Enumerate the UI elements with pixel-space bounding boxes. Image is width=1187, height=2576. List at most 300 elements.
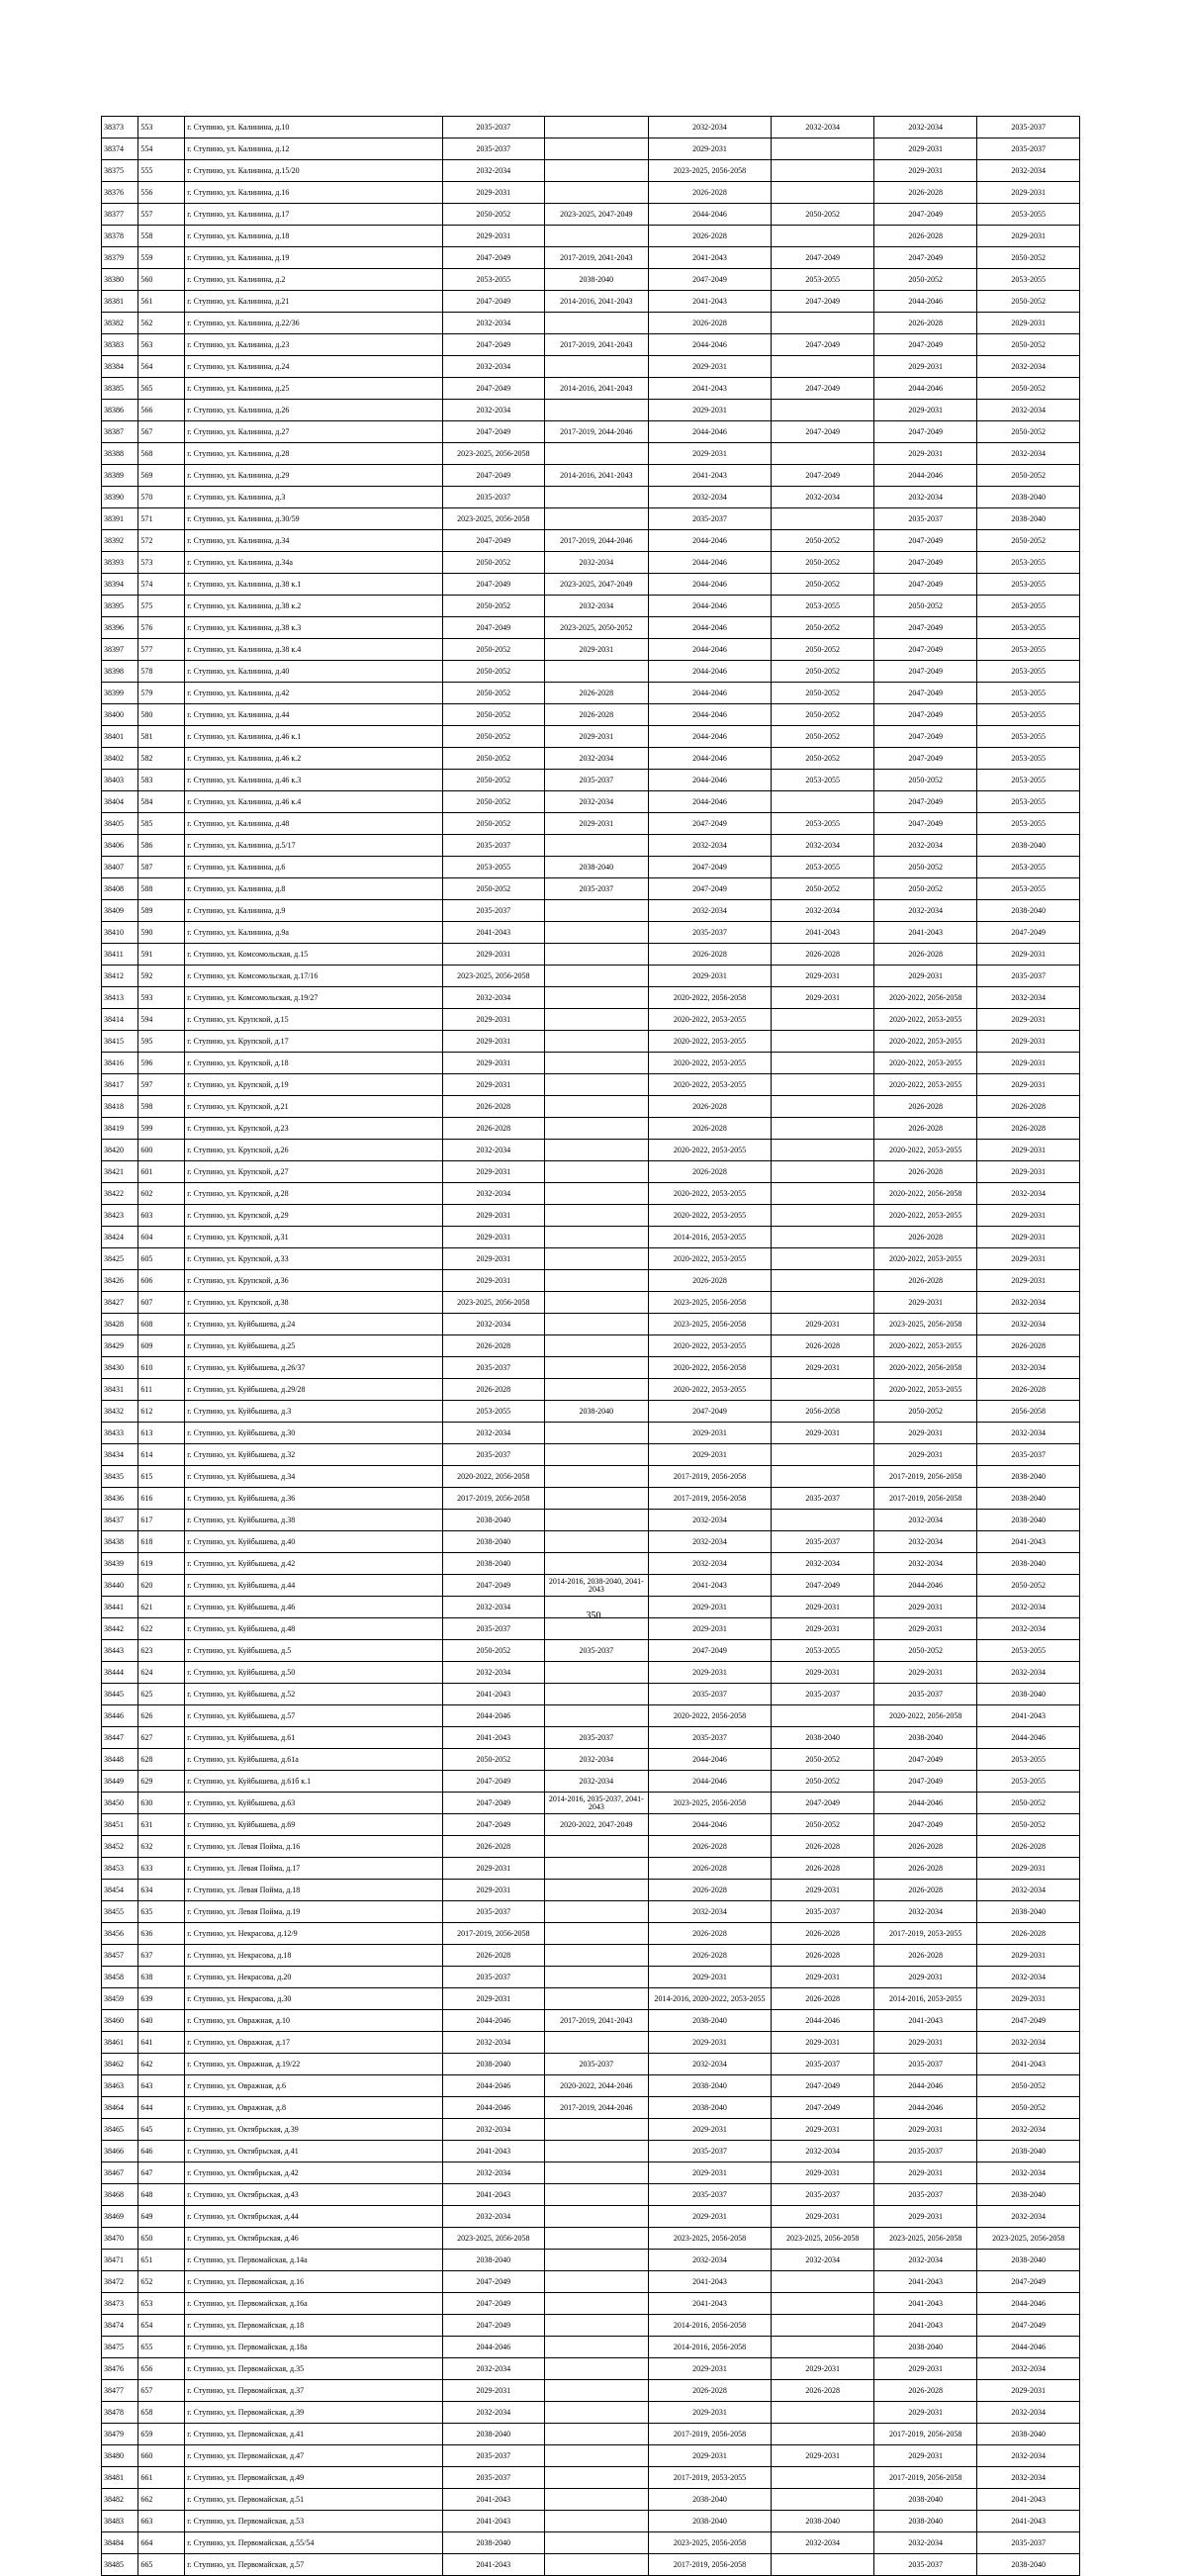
period-cell-1: 2035-2037 (442, 138, 544, 160)
table-row (102, 204, 1080, 226)
period-cell-3: 2044-2046 (648, 334, 772, 356)
period-cell-5: 2047-2049 (873, 1749, 977, 1771)
address-cell: г. Ступино, ул. Калинина, д.10 (185, 117, 442, 138)
period-cell-5: 2020-2022, 2053-2055 (873, 1074, 977, 1096)
period-cell-2 (545, 1466, 649, 1488)
period-cell-2 (545, 2337, 649, 2358)
table-row (102, 1401, 1080, 1423)
period-cell-4: 2029-2031 (772, 2119, 873, 2141)
period-cell-6: 2050-2052 (977, 421, 1080, 443)
period-cell-4: 2026-2028 (772, 1858, 873, 1880)
period-cell-2 (545, 2228, 649, 2250)
table-row (102, 313, 1080, 334)
period-cell-2: 2014-2016, 2041-2043 (545, 378, 649, 400)
period-cell-6: 2053-2055 (977, 596, 1080, 617)
period-cell-5: 2038-2040 (873, 1727, 977, 1749)
item-number-cell: 570 (138, 487, 185, 508)
period-cell-2 (545, 1183, 649, 1205)
row-id-cell: 38438 (102, 1531, 138, 1553)
period-cell-6: 2047-2049 (977, 2271, 1080, 2293)
address-cell: г. Ступино, ул. Калинина, д.6 (185, 857, 442, 878)
period-cell-1: 2047-2049 (442, 2293, 544, 2315)
row-id-cell: 38448 (102, 1749, 138, 1771)
address-cell: г. Ступино, ул. Калинина, д.44 (185, 704, 442, 726)
item-number-cell: 555 (138, 160, 185, 182)
period-cell-5: 2029-2031 (873, 138, 977, 160)
period-cell-5: 2026-2028 (873, 1945, 977, 1967)
period-cell-1: 2038-2040 (442, 1510, 544, 1531)
period-cell-4: 2050-2052 (772, 639, 873, 661)
item-number-cell: 636 (138, 1923, 185, 1945)
address-cell: г. Ступино, ул. Октябрьская, д.41 (185, 2141, 442, 2162)
period-cell-4 (772, 160, 873, 182)
period-cell-1: 2035-2037 (442, 117, 544, 138)
address-cell: г. Ступино, ул. Калинина, д.46 к.4 (185, 791, 442, 813)
period-cell-5: 2029-2031 (873, 2445, 977, 2467)
table-row (102, 1335, 1080, 1357)
period-cell-6: 2029-2031 (977, 1270, 1080, 1292)
row-id-cell: 38441 (102, 1597, 138, 1618)
period-cell-1: 2044-2046 (442, 2075, 544, 2097)
item-number-cell: 660 (138, 2445, 185, 2467)
period-cell-3: 2044-2046 (648, 1814, 772, 1836)
row-id-cell: 38380 (102, 269, 138, 291)
period-cell-6: 2038-2040 (977, 1553, 1080, 1575)
period-cell-4: 2047-2049 (772, 1793, 873, 1814)
period-cell-6: 2053-2055 (977, 1771, 1080, 1793)
period-cell-5: 2035-2037 (873, 508, 977, 530)
period-cell-3: 2029-2031 (648, 356, 772, 378)
period-cell-5: 2023-2025, 2056-2058 (873, 1314, 977, 1335)
address-cell: г. Ступино, ул. Крупской, д.15 (185, 1009, 442, 1031)
period-cell-3: 2023-2025, 2056-2058 (648, 2228, 772, 2250)
period-cell-3: 2020-2022, 2053-2055 (648, 1140, 772, 1161)
table-row (102, 791, 1080, 813)
address-cell: г. Ступино, ул. Некрасова, д.12/9 (185, 1923, 442, 1945)
table-row (102, 900, 1080, 922)
period-cell-3: 2047-2049 (648, 269, 772, 291)
period-cell-5: 2014-2016, 2053-2055 (873, 1988, 977, 2010)
item-number-cell: 600 (138, 1140, 185, 1161)
address-cell: г. Ступино, ул. Калинина, д.40 (185, 661, 442, 683)
period-cell-3: 2026-2028 (648, 2380, 772, 2402)
period-cell-1: 2047-2049 (442, 2271, 544, 2293)
period-cell-3: 2041-2043 (648, 378, 772, 400)
row-id-cell: 38411 (102, 944, 138, 966)
period-cell-4: 2029-2031 (772, 1597, 873, 1618)
period-cell-2 (545, 2250, 649, 2271)
period-cell-4 (772, 2424, 873, 2445)
address-cell: г. Ступино, ул. Калинина, д.5/17 (185, 835, 442, 857)
period-cell-5: 2044-2046 (873, 1575, 977, 1597)
period-cell-2 (545, 1357, 649, 1379)
period-cell-4: 2032-2034 (772, 2250, 873, 2271)
table-row (102, 878, 1080, 900)
table-row (102, 2467, 1080, 2489)
row-id-cell: 38437 (102, 1510, 138, 1531)
item-number-cell: 627 (138, 1727, 185, 1749)
period-cell-6: 2038-2040 (977, 835, 1080, 857)
period-cell-1: 2032-2034 (442, 2162, 544, 2184)
address-cell: г. Ступино, ул. Первомайская, д.41 (185, 2424, 442, 2445)
period-cell-1: 2029-2031 (442, 226, 544, 247)
period-cell-1: 2050-2052 (442, 1640, 544, 1662)
item-number-cell: 646 (138, 2141, 185, 2162)
period-cell-1: 2047-2049 (442, 617, 544, 639)
period-cell-2 (545, 182, 649, 204)
period-cell-3: 2041-2043 (648, 1575, 772, 1597)
period-cell-5: 2020-2022, 2053-2055 (873, 1335, 977, 1357)
item-number-cell: 625 (138, 1684, 185, 1705)
table-row (102, 291, 1080, 313)
period-cell-4 (772, 2315, 873, 2337)
period-cell-4 (772, 226, 873, 247)
period-cell-1: 2047-2049 (442, 1771, 544, 1793)
row-id-cell: 38444 (102, 1662, 138, 1684)
period-cell-3: 2041-2043 (648, 291, 772, 313)
period-cell-5: 2026-2028 (873, 1118, 977, 1140)
page-number: 350 (586, 1610, 601, 1621)
period-cell-4 (772, 1705, 873, 1727)
period-cell-2 (545, 2532, 649, 2554)
item-number-cell: 615 (138, 1466, 185, 1488)
period-cell-3: 2044-2046 (648, 770, 772, 791)
period-cell-5: 2029-2031 (873, 400, 977, 421)
period-cell-4: 2029-2031 (772, 966, 873, 987)
period-cell-2 (545, 1118, 649, 1140)
period-cell-5: 2029-2031 (873, 2402, 977, 2424)
period-cell-6: 2053-2055 (977, 204, 1080, 226)
period-cell-5: 2026-2028 (873, 313, 977, 334)
period-cell-1: 2032-2034 (442, 987, 544, 1009)
address-cell: г. Ступино, ул. Калинина, д.17 (185, 204, 442, 226)
period-cell-1: 2032-2034 (442, 160, 544, 182)
table-row (102, 552, 1080, 574)
period-cell-5: 2047-2049 (873, 704, 977, 726)
table-row (102, 1227, 1080, 1248)
item-number-cell: 584 (138, 791, 185, 813)
address-cell: г. Ступино, ул. Куйбышева, д.36 (185, 1488, 442, 1510)
table-row (102, 835, 1080, 857)
period-cell-5: 2047-2049 (873, 813, 977, 835)
period-cell-3: 2044-2046 (648, 791, 772, 813)
period-cell-1: 2029-2031 (442, 182, 544, 204)
period-cell-2 (545, 443, 649, 465)
table-row (102, 857, 1080, 878)
period-cell-4: 2026-2028 (772, 1945, 873, 1967)
address-cell: г. Ступино, ул. Октябрьская, д.39 (185, 2119, 442, 2141)
row-id-cell: 38446 (102, 1705, 138, 1727)
period-cell-1: 2050-2052 (442, 748, 544, 770)
period-cell-4: 2029-2031 (772, 987, 873, 1009)
period-cell-1: 2032-2034 (442, 2119, 544, 2141)
address-cell: г. Ступино, ул. Калинина, д.8 (185, 878, 442, 900)
table-row (102, 226, 1080, 247)
period-cell-5: 2032-2034 (873, 117, 977, 138)
period-cell-5: 2020-2022, 2053-2055 (873, 1379, 977, 1401)
period-cell-4 (772, 1183, 873, 1205)
period-cell-3: 2020-2022, 2053-2055 (648, 1009, 772, 1031)
period-cell-5: 2047-2049 (873, 334, 977, 356)
address-cell: г. Ступино, ул. Калинина, д.26 (185, 400, 442, 421)
row-id-cell: 38474 (102, 2315, 138, 2337)
period-cell-3: 2035-2037 (648, 508, 772, 530)
table-row (102, 1771, 1080, 1793)
period-cell-4: 2029-2031 (772, 1357, 873, 1379)
period-cell-3: 2017-2019, 2056-2058 (648, 2424, 772, 2445)
period-cell-5: 2041-2043 (873, 2315, 977, 2337)
row-id-cell: 38387 (102, 421, 138, 443)
period-cell-2 (545, 987, 649, 1009)
item-number-cell: 565 (138, 378, 185, 400)
period-cell-6: 2053-2055 (977, 574, 1080, 596)
item-number-cell: 664 (138, 2532, 185, 2554)
period-cell-5: 2029-2031 (873, 1444, 977, 1466)
period-cell-6: 2041-2043 (977, 2054, 1080, 2075)
period-cell-6: 2026-2028 (977, 1836, 1080, 1858)
period-cell-5: 2020-2022, 2053-2055 (873, 1140, 977, 1161)
period-cell-3: 2023-2025, 2056-2058 (648, 1314, 772, 1335)
period-cell-5: 2047-2049 (873, 748, 977, 770)
address-cell: г. Ступино, ул. Левая Пойма, д.16 (185, 1836, 442, 1858)
item-number-cell: 580 (138, 704, 185, 726)
table-row (102, 1923, 1080, 1945)
period-cell-6: 2038-2040 (977, 2424, 1080, 2445)
item-number-cell: 553 (138, 117, 185, 138)
address-cell: г. Ступино, ул. Калинина, д.46 к.1 (185, 726, 442, 748)
row-id-cell: 38422 (102, 1183, 138, 1205)
period-cell-5: 2032-2034 (873, 900, 977, 922)
period-cell-6: 2032-2034 (977, 987, 1080, 1009)
row-id-cell: 38477 (102, 2380, 138, 2402)
period-cell-4: 2050-2052 (772, 1749, 873, 1771)
period-cell-1: 2032-2034 (442, 2402, 544, 2424)
period-cell-1: 2035-2037 (442, 1901, 544, 1923)
period-cell-3: 2014-2016, 2020-2022, 2053-2055 (648, 1988, 772, 2010)
period-cell-6: 2032-2034 (977, 443, 1080, 465)
period-cell-1: 2041-2043 (442, 922, 544, 944)
period-cell-2 (545, 1205, 649, 1227)
period-cell-2 (545, 1009, 649, 1031)
period-cell-6: 2053-2055 (977, 617, 1080, 639)
address-cell: г. Ступино, ул. Калинина, д.48 (185, 813, 442, 835)
period-cell-2 (545, 922, 649, 944)
period-cell-6: 2050-2052 (977, 334, 1080, 356)
address-cell: г. Ступино, ул. Первомайская, д.51 (185, 2489, 442, 2511)
row-id-cell: 38484 (102, 2532, 138, 2554)
row-id-cell: 38412 (102, 966, 138, 987)
period-cell-3: 2029-2031 (648, 2119, 772, 2141)
table-row (102, 1466, 1080, 1488)
period-cell-6: 2032-2034 (977, 1183, 1080, 1205)
table-row (102, 1379, 1080, 1401)
row-id-cell: 38468 (102, 2184, 138, 2206)
item-number-cell: 631 (138, 1814, 185, 1836)
row-id-cell: 38395 (102, 596, 138, 617)
item-number-cell: 643 (138, 2075, 185, 2097)
period-cell-1: 2050-2052 (442, 878, 544, 900)
period-cell-2: 2026-2028 (545, 704, 649, 726)
period-cell-2 (545, 2184, 649, 2206)
address-cell: г. Ступино, ул. Калинина, д.27 (185, 421, 442, 443)
row-id-cell: 38382 (102, 313, 138, 334)
table-row (102, 2250, 1080, 2271)
period-cell-2: 2032-2034 (545, 1771, 649, 1793)
period-cell-1: 2032-2034 (442, 2032, 544, 2054)
item-number-cell: 568 (138, 443, 185, 465)
table-row (102, 596, 1080, 617)
period-cell-6: 2029-2031 (977, 313, 1080, 334)
period-cell-2 (545, 1270, 649, 1292)
period-cell-5: 2026-2028 (873, 1858, 977, 1880)
address-cell: г. Ступино, ул. Калинина, д.22/36 (185, 313, 442, 334)
period-cell-6: 2032-2034 (977, 356, 1080, 378)
table-row (102, 726, 1080, 748)
period-cell-5: 2038-2040 (873, 2337, 977, 2358)
row-id-cell: 38425 (102, 1248, 138, 1270)
period-cell-4: 2029-2031 (772, 1662, 873, 1684)
period-cell-2 (545, 1488, 649, 1510)
item-number-cell: 582 (138, 748, 185, 770)
period-cell-1: 2026-2028 (442, 1118, 544, 1140)
period-cell-5: 2041-2043 (873, 2271, 977, 2293)
period-cell-4: 2050-2052 (772, 878, 873, 900)
period-cell-4 (772, 1161, 873, 1183)
period-cell-2 (545, 2511, 649, 2532)
period-cell-2 (545, 1227, 649, 1248)
period-cell-6: 2038-2040 (977, 1466, 1080, 1488)
address-cell: г. Ступино, ул. Первомайская, д.37 (185, 2380, 442, 2402)
table-row (102, 1140, 1080, 1161)
period-cell-4: 2050-2052 (772, 574, 873, 596)
period-cell-5: 2044-2046 (873, 2097, 977, 2119)
period-cell-3: 2032-2034 (648, 835, 772, 857)
period-cell-3: 2029-2031 (648, 1597, 772, 1618)
period-cell-4 (772, 1053, 873, 1074)
period-cell-2 (545, 508, 649, 530)
row-id-cell: 38483 (102, 2511, 138, 2532)
period-cell-2 (545, 2402, 649, 2424)
period-cell-6: 2035-2037 (977, 2532, 1080, 2554)
period-cell-5: 2050-2052 (873, 596, 977, 617)
period-cell-6: 2032-2034 (977, 1423, 1080, 1444)
period-cell-4: 2050-2052 (772, 530, 873, 552)
item-number-cell: 591 (138, 944, 185, 966)
period-cell-1: 2050-2052 (442, 726, 544, 748)
period-cell-1: 2029-2031 (442, 944, 544, 966)
period-cell-4 (772, 1009, 873, 1031)
period-cell-5: 2023-2025, 2056-2058 (873, 2228, 977, 2250)
row-id-cell: 38379 (102, 247, 138, 269)
row-id-cell: 38434 (102, 1444, 138, 1466)
period-cell-5: 2032-2034 (873, 1901, 977, 1923)
address-cell: г. Ступино, ул. Куйбышева, д.44 (185, 1575, 442, 1597)
period-cell-5: 2050-2052 (873, 857, 977, 878)
item-number-cell: 642 (138, 2054, 185, 2075)
row-id-cell: 38447 (102, 1727, 138, 1749)
period-cell-3: 2020-2022, 2056-2058 (648, 1705, 772, 1727)
period-cell-2 (545, 2032, 649, 2054)
item-number-cell: 595 (138, 1031, 185, 1053)
period-cell-3: 2044-2046 (648, 748, 772, 770)
period-cell-5: 2029-2031 (873, 1618, 977, 1640)
row-id-cell: 38406 (102, 835, 138, 857)
period-cell-3: 2026-2028 (648, 1161, 772, 1183)
address-cell: г. Ступино, ул. Куйбышева, д.34 (185, 1466, 442, 1488)
period-cell-5: 2026-2028 (873, 226, 977, 247)
period-cell-3: 2044-2046 (648, 1771, 772, 1793)
period-cell-3: 2029-2031 (648, 138, 772, 160)
period-cell-4: 2032-2034 (772, 117, 873, 138)
period-cell-5: 2047-2049 (873, 204, 977, 226)
table-row (102, 2184, 1080, 2206)
period-cell-3: 2044-2046 (648, 204, 772, 226)
item-number-cell: 577 (138, 639, 185, 661)
period-cell-4 (772, 1466, 873, 1488)
row-id-cell: 38472 (102, 2271, 138, 2293)
period-cell-3: 2026-2028 (648, 226, 772, 247)
row-id-cell: 38471 (102, 2250, 138, 2271)
address-cell: г. Ступино, ул. Крупской, д.31 (185, 1227, 442, 1248)
row-id-cell: 38465 (102, 2119, 138, 2141)
period-cell-4: 2029-2031 (772, 2162, 873, 2184)
period-cell-4 (772, 1292, 873, 1314)
period-cell-3: 2029-2031 (648, 2032, 772, 2054)
period-cell-1: 2041-2043 (442, 2489, 544, 2511)
item-number-cell: 659 (138, 2424, 185, 2445)
row-id-cell: 38399 (102, 683, 138, 704)
period-cell-4: 2029-2031 (772, 1618, 873, 1640)
period-cell-4: 2026-2028 (772, 1335, 873, 1357)
period-cell-4: 2032-2034 (772, 487, 873, 508)
period-cell-6: 2053-2055 (977, 269, 1080, 291)
period-cell-3: 2026-2028 (648, 1270, 772, 1292)
period-cell-4: 2053-2055 (772, 770, 873, 791)
period-cell-3: 2044-2046 (648, 530, 772, 552)
period-cell-4: 2050-2052 (772, 726, 873, 748)
period-cell-6: 2032-2034 (977, 2206, 1080, 2228)
period-cell-3: 2041-2043 (648, 2293, 772, 2315)
item-number-cell: 640 (138, 2010, 185, 2032)
period-cell-1: 2047-2049 (442, 378, 544, 400)
table-row (102, 813, 1080, 835)
address-cell: г. Ступино, ул. Первомайская, д.18а (185, 2337, 442, 2358)
period-cell-2 (545, 117, 649, 138)
row-id-cell: 38401 (102, 726, 138, 748)
period-cell-4: 2032-2034 (772, 2141, 873, 2162)
period-cell-1: 2041-2043 (442, 2184, 544, 2206)
address-cell: г. Ступино, ул. Куйбышева, д.61б к.1 (185, 1771, 442, 1793)
period-cell-1: 2047-2049 (442, 574, 544, 596)
address-cell: г. Ступино, ул. Калинина, д.38 к.4 (185, 639, 442, 661)
period-cell-6: 2035-2037 (977, 117, 1080, 138)
table-row (102, 2315, 1080, 2337)
period-cell-2 (545, 138, 649, 160)
period-cell-1: 2047-2049 (442, 465, 544, 487)
period-cell-1: 2032-2034 (442, 1597, 544, 1618)
period-cell-4 (772, 1227, 873, 1248)
period-cell-1: 2035-2037 (442, 2467, 544, 2489)
period-cell-6: 2029-2031 (977, 226, 1080, 247)
period-cell-5: 2032-2034 (873, 487, 977, 508)
period-cell-3: 2029-2031 (648, 2358, 772, 2380)
period-cell-2 (545, 160, 649, 182)
period-cell-5: 2020-2022, 2056-2058 (873, 1357, 977, 1379)
period-cell-1: 2032-2034 (442, 2358, 544, 2380)
period-cell-4: 2035-2037 (772, 1531, 873, 1553)
item-number-cell: 598 (138, 1096, 185, 1118)
table-row (102, 182, 1080, 204)
